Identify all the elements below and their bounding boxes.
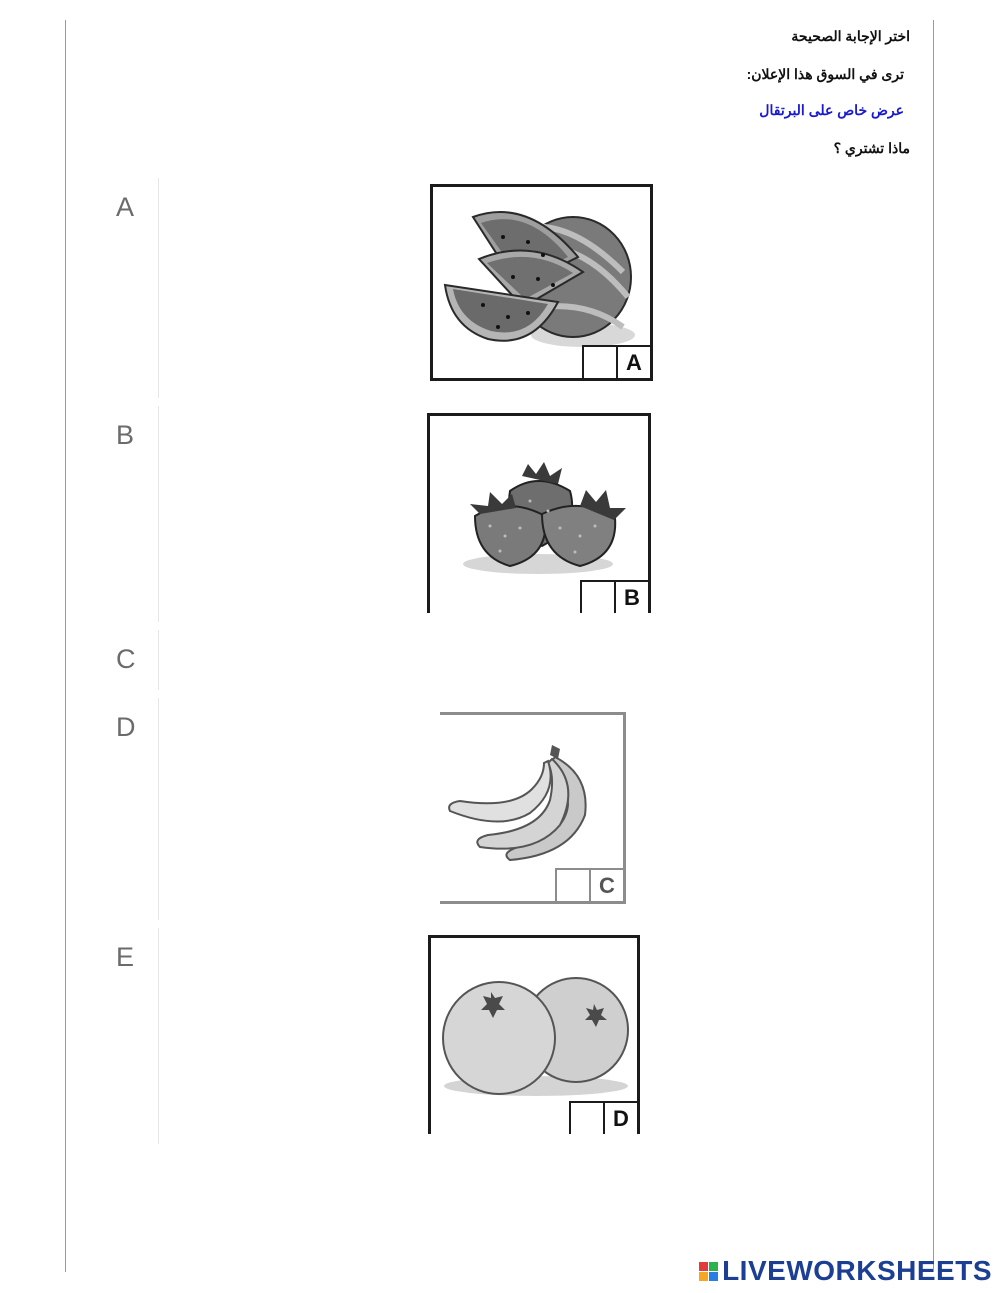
option-letter: C [116,644,136,674]
advert-text: عرض خاص على البرتقال [759,102,904,118]
bananas-image [440,712,626,904]
blank-box [580,580,614,613]
answer-tag [569,1101,637,1134]
option-row-b[interactable] [0,406,1000,622]
question-prompt: ماذا تشتري ؟ [833,140,910,156]
blank-box [555,868,589,901]
strawberries-image [427,413,651,613]
option-divider [158,698,159,920]
tag-letter: B [614,580,648,613]
answer-tag [582,345,650,378]
option-letter: E [116,942,135,972]
answer-tag [555,868,623,901]
option-divider [158,178,159,398]
option-row-e[interactable] [0,928,1000,1144]
answer-tag [580,580,648,613]
option-row-c[interactable] [0,630,1000,690]
liveworksheets-logo-icon [699,1262,718,1281]
option-row-d[interactable] [0,698,1000,920]
option-letter: B [116,420,135,450]
tag-letter: A [616,345,650,378]
liveworksheets-brand[interactable] [699,1255,992,1287]
option-divider [158,406,159,622]
option-divider [158,630,159,690]
option-letter: A [116,192,135,222]
instruction-text: اختر الإجابة الصحيحة [791,28,910,44]
option-row-a[interactable] [0,178,1000,398]
option-letter: D [116,712,136,742]
blank-box [582,345,616,378]
tag-letter: D [603,1101,637,1134]
brand-name: LIVEWORKSHEETS [722,1255,992,1286]
watermelon-image [430,184,653,381]
blank-box [569,1101,603,1134]
tag-letter: C [589,868,623,901]
question-line: ترى في السوق هذا الإعلان: [746,66,904,82]
option-divider [158,928,159,1144]
oranges-image [428,935,640,1134]
